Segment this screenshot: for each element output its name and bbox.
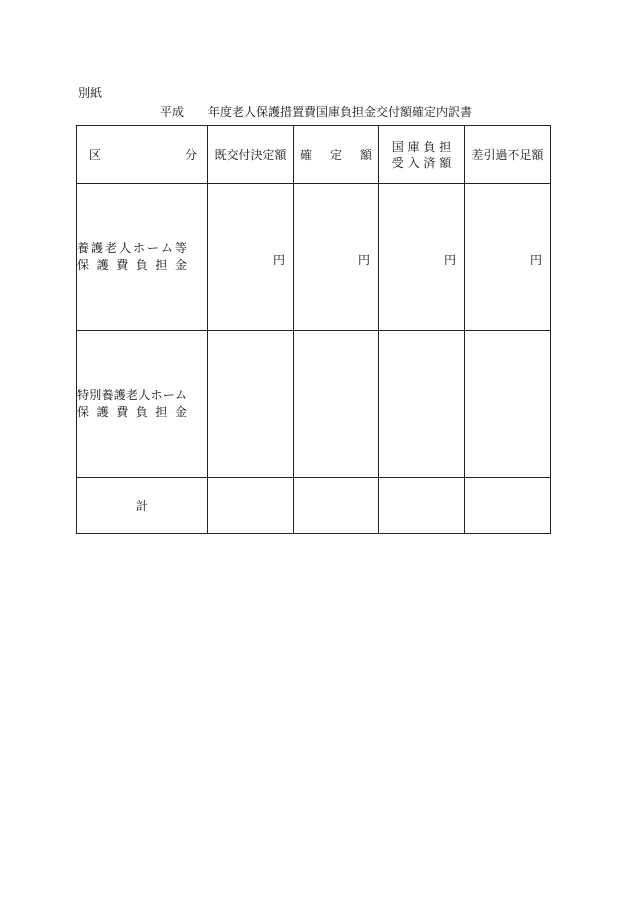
header-division-left: 区 — [89, 148, 102, 162]
total-label: 計 — [77, 478, 208, 534]
cell-confirmed — [294, 184, 379, 331]
cell-national-received — [379, 331, 465, 478]
cell-difference — [465, 331, 551, 478]
cell-prior-decision — [208, 478, 294, 534]
row-label-line: 特別養護老人ホーム — [77, 388, 187, 402]
unit-yen: 円 — [529, 252, 542, 267]
row-label-line: 保護費負担金 — [77, 405, 187, 419]
total-row — [77, 478, 551, 534]
breakdown-table — [76, 125, 551, 534]
header-confirmed — [294, 126, 379, 184]
header-division-right: 分 — [184, 148, 197, 162]
header-national-line: 国 庫 負 担 — [391, 139, 452, 154]
header-division — [77, 126, 208, 184]
cell-prior-decision — [208, 331, 294, 478]
cell-national-received — [379, 184, 465, 331]
row-label-line: 保護費負担金 — [77, 258, 187, 272]
cell-difference — [465, 184, 551, 331]
table-row — [77, 184, 551, 331]
cell-prior-decision — [208, 184, 294, 331]
document-title: 平成 年度老人保護措置費国庫負担金交付額確定内訳書 — [160, 105, 473, 119]
header-prior-decision: 既交付決定額 — [208, 126, 294, 184]
header-confirmed-char: 確 — [300, 148, 313, 162]
attachment-label: 別紙 — [78, 86, 103, 100]
cell-confirmed — [294, 331, 379, 478]
table-row — [77, 331, 551, 478]
cell-confirmed — [294, 478, 379, 534]
unit-yen: 円 — [272, 252, 285, 267]
header-confirmed-char: 定 — [329, 148, 342, 162]
row-label-line: 養護老人ホーム等 — [77, 241, 187, 255]
row-label-nursing-home — [77, 184, 208, 331]
header-difference: 差引過不足額 — [465, 126, 551, 184]
header-national-received — [379, 126, 465, 184]
unit-yen: 円 — [357, 252, 370, 267]
cell-national-received — [379, 478, 465, 534]
header-row — [77, 126, 551, 184]
unit-yen: 円 — [443, 252, 456, 267]
header-national-line: 受 入 済 額 — [391, 155, 452, 170]
header-confirmed-char: 額 — [359, 148, 372, 162]
cell-difference — [465, 478, 551, 534]
row-label-special-nursing-home — [77, 331, 208, 478]
